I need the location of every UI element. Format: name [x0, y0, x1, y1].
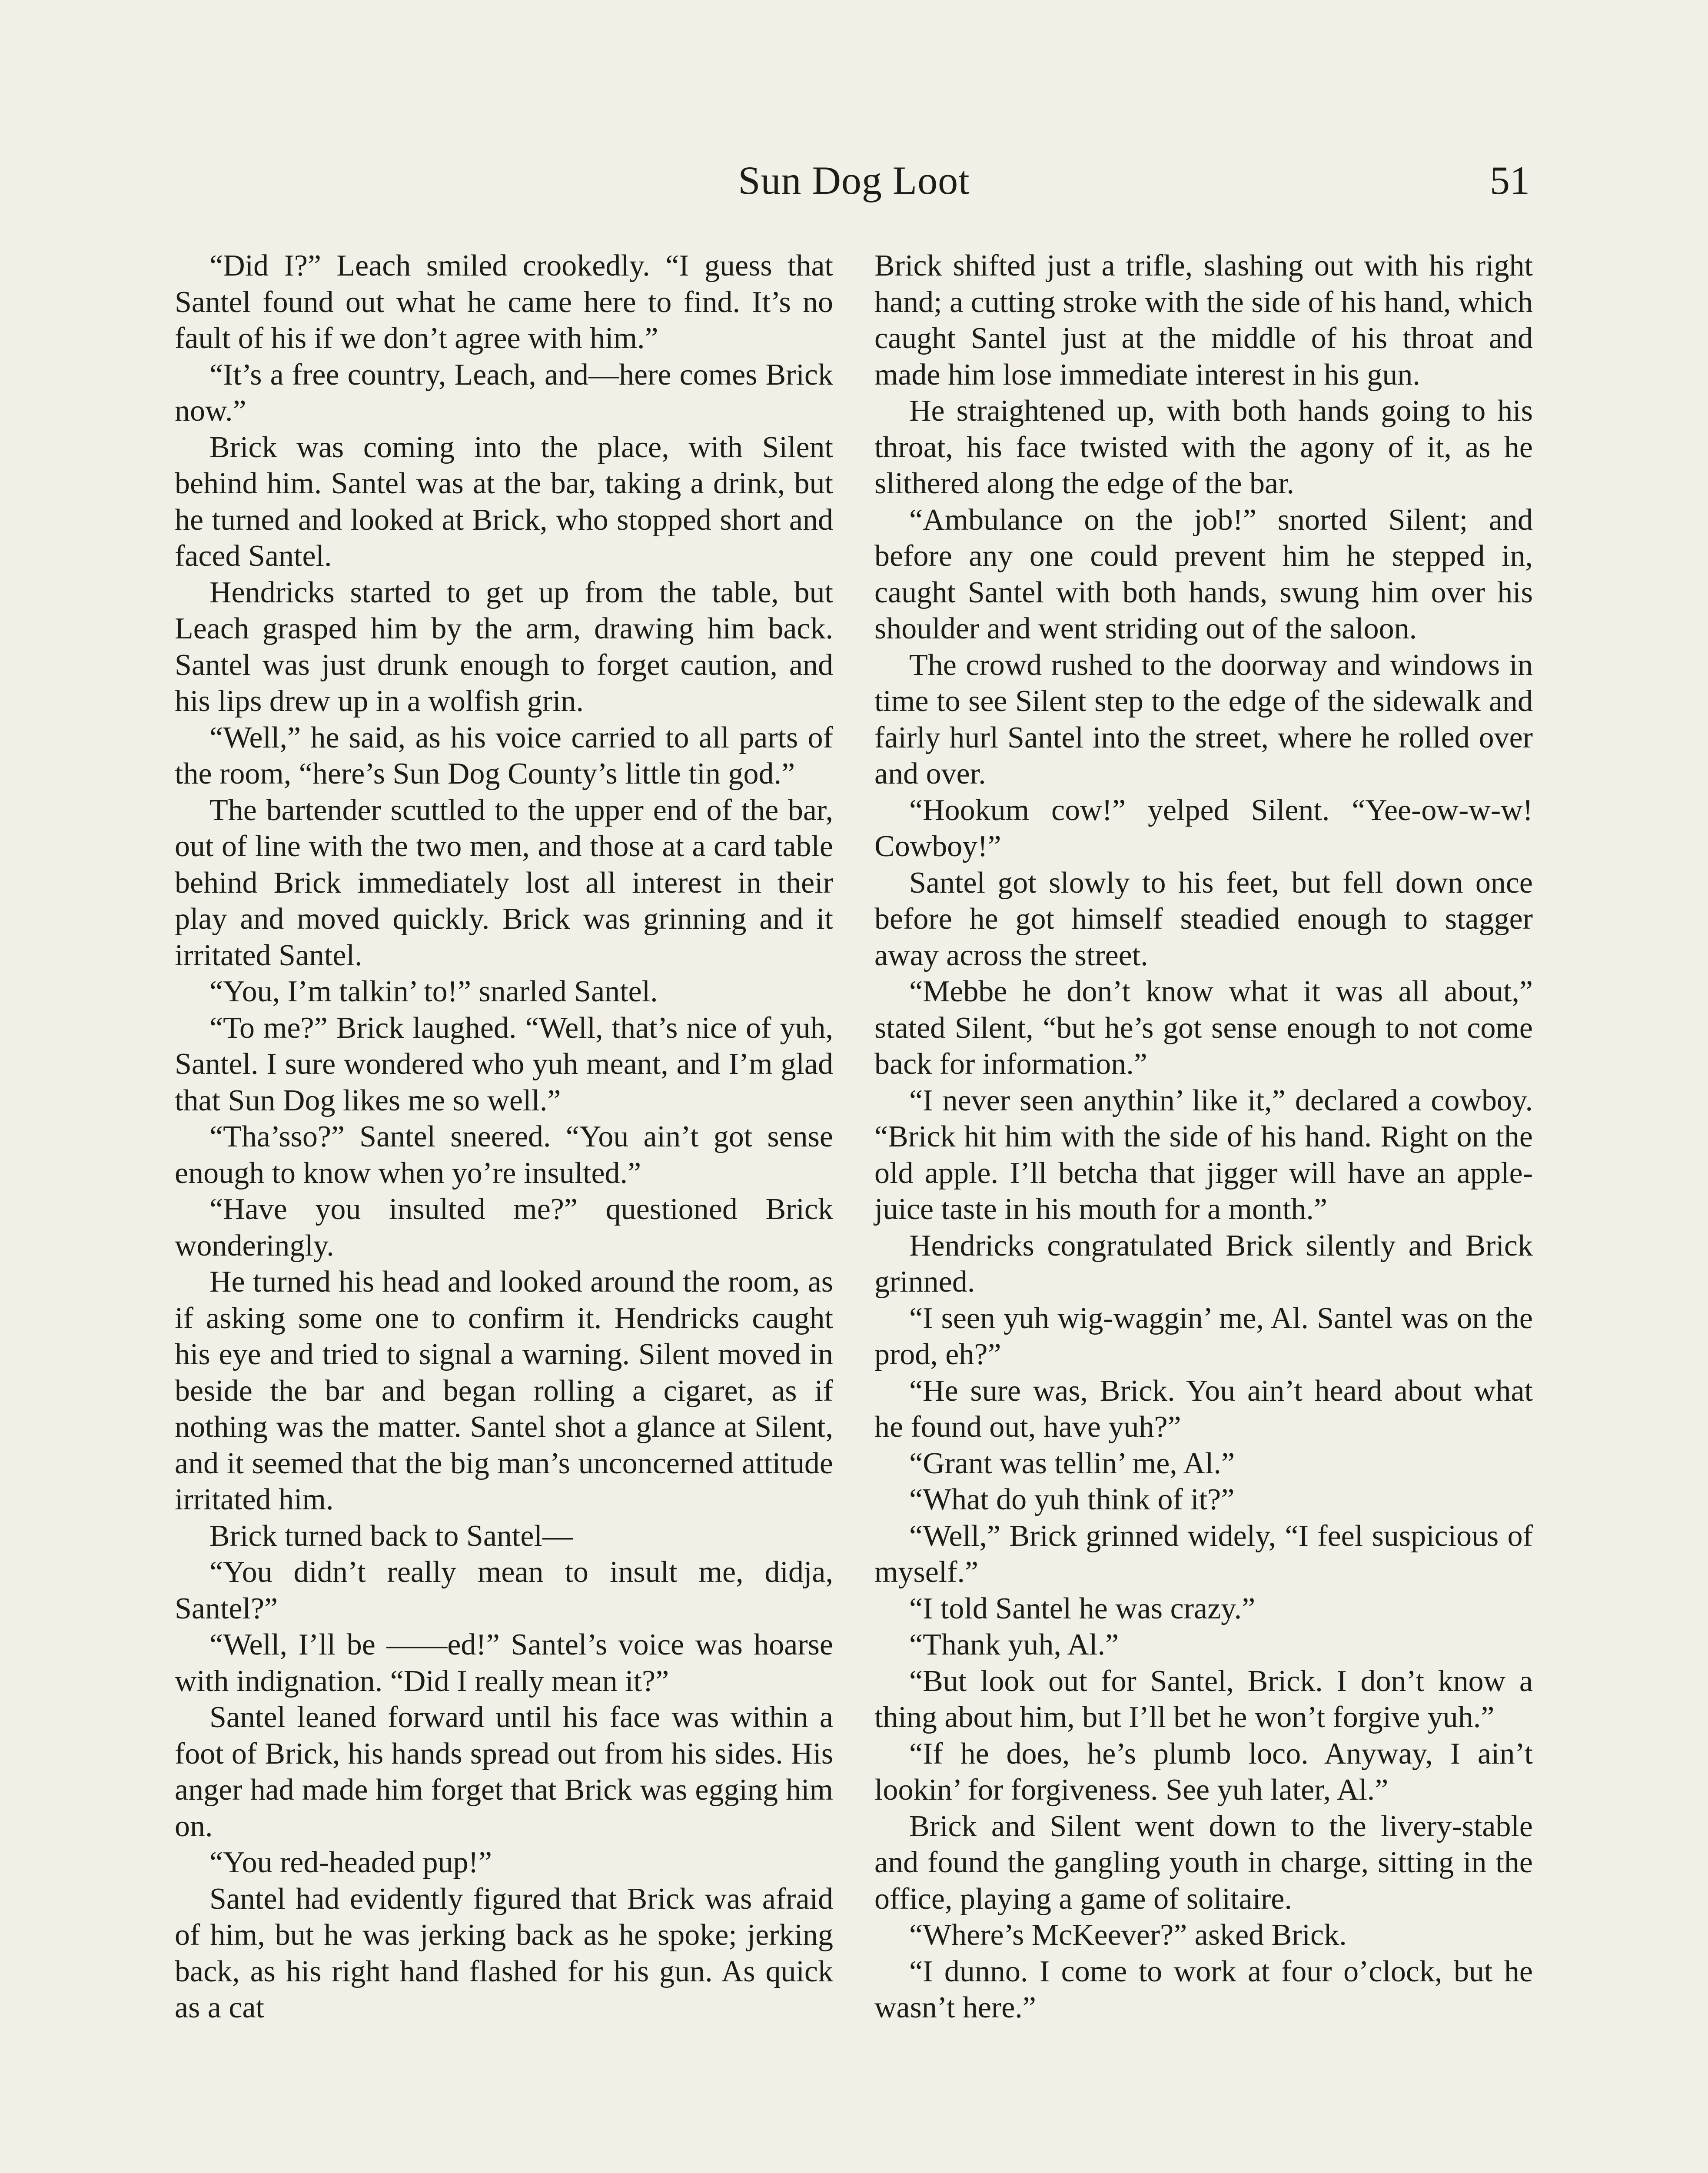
paragraph: “You, I’m talkin’ to!” snarled Santel.	[209, 975, 658, 1008]
paragraph: The bartender scuttled to the upper end of the bar, out of line with the two men, and those at a card table behind Brick immediately lost all interest in their play and moved quickly. Brick was grinning and it irritated Santel.	[175, 793, 833, 972]
paragraph: “I told Santel he was crazy.”	[909, 1592, 1256, 1625]
paragraph: Brick and Silent went down to the livery-stable and found the gangling youth in charge, sitting in the office, playing a game of solitaire.	[874, 1809, 1533, 1916]
paragraph: Brick turned back to Santel—	[209, 1519, 573, 1553]
paragraph: “I dunno. I come to work at four o’clock, but he wasn’t here.”	[874, 1954, 1533, 2024]
paragraph: “If he does, he’s plumb loco. Anyway, I ain’t lookin’ for forgiveness. See yuh later, Al.”	[874, 1737, 1533, 1807]
paragraph: “I never seen anythin’ like it,” declared a cowboy. “Brick hit him with the side of his hand. Right on the old apple. I’ll betcha that jigger will have an apple-juice taste in his mouth for a month.”	[874, 1083, 1533, 1226]
paragraph: “You didn’t really mean to insult me, didja, Santel?”	[175, 1555, 833, 1625]
paragraph: He straightened up, with both hands going to his throat, his face twisted with the agony of it, as he slithered along the edge of the bar.	[874, 394, 1533, 500]
page-number: 51	[1490, 158, 1530, 203]
paragraph: Santel had evidently figured that Brick was afraid of him, but he was jerking back as he spoke; jerking back, as his right hand flashed for his gun. As quick as a cat	[175, 1882, 833, 2024]
right-text-column	[874, 248, 1533, 2026]
paragraph: Santel got slowly to his feet, but fell down once before he got himself steadied enough to stagger away across the street.	[874, 866, 1533, 972]
paragraph: The crowd rushed to the doorway and windows in time to see Silent step to the edge of the sidewalk and fairly hurl Santel into the street, where he rolled over and over.	[874, 648, 1533, 791]
paragraph: “It’s a free country, Leach, and—here comes Brick now.”	[175, 358, 833, 428]
paragraph: “You red-headed pup!”	[209, 1846, 492, 1879]
paragraph: “He sure was, Brick. You ain’t heard about what he found out, have yuh?”	[874, 1374, 1533, 1444]
paragraph: Hendricks started to get up from the table, but Leach grasped him by the arm, drawing him back. Santel was just drunk enough to forget caution, and his lips drew up in a wolfish grin.	[175, 575, 833, 718]
paragraph: “Well,” he said, as his voice carried to all parts of the room, “here’s Sun Dog County’s little tin god.”	[175, 721, 833, 791]
paragraph: “What do yuh think of it?”	[909, 1483, 1235, 1516]
paragraph: Brick was coming into the place, with Silent behind him. Santel was at the bar, taking a drink, but he turned and looked at Brick, who stopped short and faced Santel.	[175, 430, 833, 573]
paragraph: “Have you insulted me?” questioned Brick wonderingly.	[175, 1193, 833, 1263]
paragraph: “Mebbe he don’t know what it was all about,” stated Silent, “but he’s got sense enough to not come back for information.”	[874, 975, 1533, 1081]
paragraph: “Grant was tellin’ me, Al.”	[909, 1446, 1235, 1480]
paragraph: “Well,” Brick grinned widely, “I feel suspicious of myself.”	[874, 1519, 1533, 1589]
paragraph: “Hookum cow!” yelped Silent. “Yee-ow-w-w! Cowboy!”	[874, 793, 1533, 863]
paragraph: “Did I?” Leach smiled crookedly. “I guess that Santel found out what he came here to find. It’s no fault of his if we don’t agree with him.”	[175, 249, 833, 355]
page-header	[0, 154, 1708, 206]
left-text-column	[175, 248, 833, 2026]
paragraph: “But look out for Santel, Brick. I don’t know a thing about him, but I’ll bet he won’t forgive yuh.”	[874, 1664, 1533, 1734]
paragraph: “To me?” Brick laughed. “Well, that’s nice of yuh, Santel. I sure wondered who yuh meant, and I’m glad that Sun Dog likes me so well.”	[175, 1011, 833, 1117]
paragraph: “Tha’sso?” Santel sneered. “You ain’t got sense enough to know when yo’re insulted.”	[175, 1120, 833, 1190]
paragraph: He turned his head and looked around the room, as if asking some one to confirm it. Hendricks caught his eye and tried to signal a warning. Silent moved in beside the bar and began rolling a cigaret, as if nothing was the matter. Santel shot a glance at Silent, and it seemed that the big man’s unconcerned attitude irritated him.	[175, 1265, 833, 1516]
running-title: Sun Dog Loot	[738, 158, 970, 203]
paragraph: “Ambulance on the job!” snorted Silent; and before any one could prevent him he stepped in, caught Santel with both hands, swung him over his shoulder and went striding out of the saloon.	[874, 503, 1533, 645]
paragraph: Hendricks congratulated Brick silently and Brick grinned.	[874, 1229, 1533, 1299]
paragraph: “I seen yuh wig-waggin’ me, Al. Santel was on the prod, eh?”	[874, 1301, 1533, 1371]
paragraph: “Thank yuh, Al.”	[909, 1628, 1119, 1661]
paragraph: Santel leaned forward until his face was within a foot of Brick, his hands spread out from his sides. His anger had made him forget that Brick was egging him on.	[175, 1701, 833, 1843]
paragraph: “Well, I’ll be ——ed!” Santel’s voice was hoarse with indignation. “Did I really mean it?”	[175, 1628, 833, 1698]
paragraph: “Where’s McKeever?” asked Brick.	[909, 1918, 1347, 1952]
paragraph-continued: Brick shifted just a trifle, slashing out with his right hand; a cutting stroke with the side of his hand, which caught Santel just at the middle of his throat and made him lose immediate interest in his gun.	[874, 249, 1533, 392]
